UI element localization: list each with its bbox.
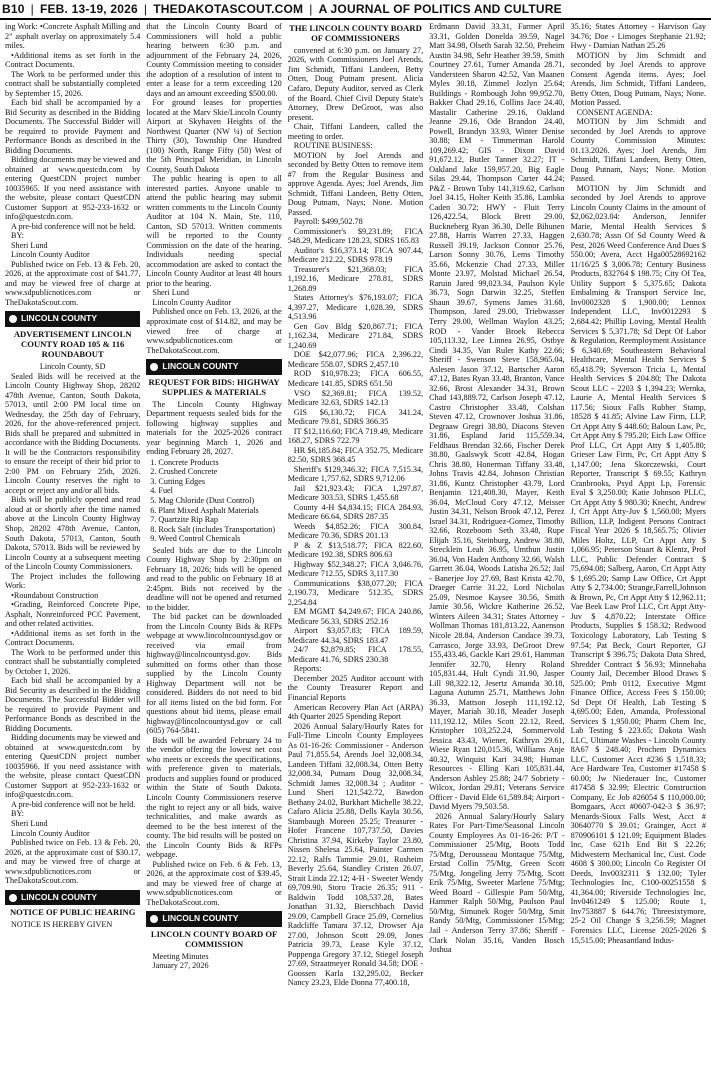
list-item: 8. Rock Salt (includes Transportation)	[158, 525, 281, 535]
notice-text: Auditor's $16,373.14; FICA 907.44, Medicare 212.22, SDRS 978.19	[287, 245, 424, 265]
banner-label: LINCOLN COUNTY	[162, 913, 239, 924]
notice-text: Sheriff's $129,346.32; FICA 7,515.34, Medicare 1,757.62, SDRS 9,712.06	[287, 464, 424, 484]
notice-text: Jail $21,923.43; FICA 1,297.87, Medicare 303.53, SDRS 1,455.68	[287, 483, 424, 503]
notice-text: Bidding documents may be viewed and obtained at www.questcdn.com by entering QuestCDN project number 10035966. If you need assistance with the website, please contact QuestCDN Customer Support at 952-233-1632 or info@questcdn.com.	[5, 733, 141, 800]
site-name: THEDAKOTASCOUT.COM	[153, 2, 304, 16]
notice-text: The Work to be performed under this contract shall be substantially completed by September 15, 2026.	[5, 69, 141, 98]
notice-text: Meeting Minutes	[152, 951, 209, 961]
notice-text: 2026 Annual Salary/Hourly Rates for Full-Time Lincoln County Employees As 01-16-26: Commissioner - Anderson Paul 71,855.54, Arends Joel 32,008.34, Landeen Tiffani 32,008.34, Otten Betty 32,008.34, Putnam Doug 32,008.34, Schmidt James 32,008.34 ; Auditor - Lund Sheri 121,542.72, Bawdon Bethany 24.02, Burkhart Michelle 38.22, Cafaro Alicia 25.88, Dells Kayla 30.56, Stambaugh Moreen 25.25; Treasurer - Hofer Francene 107,737.50, Davies Christina 37.94, Kirkeby Taylor 23.80, Nissen Shelesa 25.64, Painter Carmen 22.12, Ralfs Tammie 29.01, Rosheim Beverly 25.64, Standley Cristen 26.07, Strait Linda 22.12; 4-H - Sweeter Wendy 69,709.90, Storo Tracie 26.35; 911 - Baldwin Todd 108,537.28, Bates Jonathan 31.32, Bierschbach David 29.09, Campbell Grace 25.09, Cornelius Radcliffe Tamara 37.12, Drowser Aja 27.00, Johnson Scott 29.09, Jones Patricia 39.73, Lease Kyle 37.12, Poppenga Gregory 37.12, Stiegel Joseph 27.69, Straatmeyer Ronald 34.58; DOE - Goossen Karla 132,295.02, Becker Nancy 23.23, Elde Donna 77,400.18,	[287, 721, 424, 988]
notice-text: Bids will be awarded February 24 to the vendor offering the lowest net cost who meets or exceeds the specifications, with preference given to materials, products and supplies found or produced within the State of South Dakota. Lincoln County Commissioners reserve the right to reject any or all bids, waive technicalities, and make awards as deemed to be the best interest of the county. The bid results will be posted on the Lincoln County Bids & RFPs webpage.	[146, 735, 282, 860]
notice-text: For ground leases for properties located at the Marv Skie/Lincoln County Airport at Skyhaven Heights of the Northwest Quarter (NW ¼) of Section Thirty (30), Township One Hundred (100) North, Range Fifty (50) West of the 5th Principal Meridian, in Lincoln County, South Dakota	[146, 98, 282, 174]
notice-text: Lincoln County, SD	[39, 362, 106, 372]
notice-text: Highway $52,348.27; FICA 3,046.76, Medicare 712.55, SDRS 3,117.30	[287, 559, 424, 579]
notice-text: DOE $42,077.96; FICA 2,396.22, Medicare 558.07, SDRS 2,457.10	[287, 350, 424, 369]
page-number: B10	[2, 2, 25, 16]
notice-text: Published twice on Feb. 13 & Feb. 20, 2026, at the approximate cost of $41.77, and may be viewed free of charge at www.sdpublicnotices.com or TheDakotaScout.com.	[5, 259, 141, 307]
notice-text: NOTICE IS HEREBY GIVEN	[11, 920, 113, 930]
county-seal-icon	[9, 315, 17, 323]
notice-text: The Project includes the following Work:	[5, 571, 141, 591]
list-item: 1. Concrete Products	[158, 458, 281, 468]
column-2	[143, 22, 284, 1078]
notice-text: Gen Gov Bldg $20,867.71; FICA 1,162.34, Medicare 271.84, SDRS 1,240.69	[287, 321, 424, 350]
banner-label: LINCOLN COUNTY	[21, 891, 98, 902]
section-banner	[146, 911, 281, 927]
notice-text: The Work to be performed under this contract shall be substantially completed by October 1, 2026.	[5, 647, 141, 676]
list-item: 9. Weed Control Chemicals	[158, 534, 281, 544]
notice-text: •Additional items as set forth in the Contract Documents.	[5, 628, 141, 648]
masthead-separator: |	[143, 2, 148, 16]
notice-text: Sheri Lund	[11, 240, 48, 250]
notice-text: Reports:	[293, 664, 322, 674]
notice-text: •Roundabout Construction	[11, 590, 99, 600]
notice-text: VSO $2,369.81; FICA 139.52, Medicare 32.63, SDRS 142.13	[287, 388, 424, 408]
list-item: 4. Fuel	[158, 486, 281, 496]
masthead	[0, 0, 711, 20]
notice-heading: THE LINCOLN COUNTY BOARD OF COMMISSIONERS	[289, 23, 422, 43]
banner-label: LINCOLN COUNTY	[21, 313, 98, 324]
notice-text: Bidding documents may be viewed and obtained at www.questcdn.com by entering QuestCDN project number 10035965. If you need assistance with the website, please contact QuestCDN Customer Support at 952-233-1632 or info@questcdn.com.	[5, 155, 141, 222]
notice-heading: ADVERTISEMENT LINCOLN COUNTY ROAD 105 & 116 ROUNDABOUT	[13, 329, 132, 360]
notice-text: Airport $3,057.83; FICA 189.59, Medicare 44.34, SDRS 183.47	[287, 626, 424, 645]
column-1	[2, 22, 143, 1078]
notice-text: County 4-H $4,834.15; FICA 284.93, Medicare 66.64, SDRS 287.35	[287, 502, 424, 522]
notice-text: January 27, 2026	[152, 961, 209, 971]
notice-text: Weeds $4,852.26; FICA 300.84, Medicare 70.36, SDRS 201.13	[287, 521, 424, 541]
section-banner	[5, 890, 140, 906]
notice-text: 2026 Annual Salary/Hourly Salary Rates For Part-Time/Seasonal Lincoln County Employees As 01-16-26: P/T - Commissioner 25/Mtg, Boots Todd 75/Mtg, Derousseau Montaque 75/Mtg, Erstad Collin 75/Mtg, Green Scott 75/Mtg, Jongeling Jerry 75/Mtg, Scott Erik 75/Mtg, Sweeter Marlene 75/Mtg; Weed Board - Gillespie Pam 50/Mtg, Hammer Ralph 50/Mtg, Paulson Paul 50/Mtg, Simunek Roger 50/Mtg, Smit Randy 50/Mtg, Commissioner 15/Mtg; Jail - Anderson Terry 37.86; Sheriff - Clark Nolan 35.16, Vanden Bosch Joshua	[429, 811, 565, 955]
section-banner	[146, 359, 281, 375]
banner-label: LINCOLN COUNTY	[162, 361, 239, 372]
notice-text: ing Work: •Concrete Asphalt Milling and 2" asphalt overlay on approximately 5.4 miles.	[5, 22, 141, 51]
notice-text: GIS $6,130.72; FICA 341.24, Medicare 79.81, SDRS 366.35	[287, 407, 424, 427]
notice-text: ROUTINE BUSINESS:	[293, 141, 373, 151]
notice-text: CONSENT AGENDA:	[576, 107, 653, 117]
notice-text: HR $6,185.84; FICA 352.75, Medicare 82.50, SDRS 368.45	[287, 445, 424, 465]
notice-text: MOTION by Jim Schmidt and seconded by Joel Arends to approve Consent Agenda items. Ayes; Joel Arends, Jim Schmidt, Tiffani Landeen, Betty Otten, Doug Putnam, Nays; None. Motion Passed.	[570, 50, 706, 108]
notice-text: IT $12,116.60; FICA 719.49, Medicare 168.27, SDRS 722.79	[287, 426, 424, 446]
notice-text: Published twice on Feb. 6 & Feb. 13, 2026, at the approximate cost of $39.45, and may be viewed free of charge at www.sdpublicnotices.com or TheDakotaScout.com.	[146, 859, 282, 907]
list-item: 3. Cutting Edges	[158, 477, 281, 487]
column-4	[426, 22, 567, 1078]
notice-text: 24/7 $2,879.85; FICA 178.55, Medicare 41.76, SDRS 230.38	[287, 645, 424, 664]
notice-text: BY:	[11, 809, 24, 819]
notice-text: MOTION by Jim Schmidt and seconded by Joel Arends to approve County Commission Minutes: 01.13.2026. Ayes; Joel Arends, Jim Schmidt, Tiffani Landeen, Betty Otten, Doug Putnam, Nays; None. Motion Passed.	[570, 117, 706, 184]
notice-text: •Additional items as set forth in the Contract Documents.	[5, 50, 141, 70]
notice-text: Chair, Tiffani Landeen, called the meeting to order.	[287, 122, 424, 141]
list-item: 2. Crushed Concrete	[158, 467, 281, 477]
tagline: A JOURNAL OF POLITICS AND CULTURE	[318, 2, 562, 16]
notice-text: Sealed Bids will be received at the Lincoln County Highway Shop, 28202 478th Avenue, Canton, South Dakota, 57013, until 2:00 PM local time on Wednesday, the 25th day of February, 2026, for the above-referenced project. Bids shall be prepared and submitted in accordance with the Bidding Documents. It will be the Contractors responsibility to ensure the receipt of their bid prior to 2:00 PM on February 25th, 2026. Lincoln County reserves the right to accept or reject any and/or all bids.	[5, 371, 141, 495]
county-seal-icon	[150, 363, 158, 371]
notice-text: American Recovery Plan Act (ARPA) 4th Quarter 2025 Spending Report	[287, 702, 424, 722]
notice-text: Sheri Lund	[152, 288, 190, 298]
notice-text: Erdmann David 33.31, Farmer April 33.31, Golden Donelda 39.59, Nagel Matt 34.98, Olseth Sarah 32.50, Preheim Austin 34.98, Sehr Heather 39.59, Smith Courtney 27.61, Turner Amanda 28.71, Vandersteen Sharon 42.52, Van Maanen Myles 30.18, Zimmel Jozlyn 25.64; Buildings - Rombough John 99,952.70, Bakker Chad 29.16, Collins Jace 24.40, Mastalir Catherine 29.16, Oakland Jeanne 29.16, Ode Brandon 24.40, Powell, Brandyn 33.93, Winter Denise 30.88; EM - Timmerman Harold 109,269.42; GIS - Dixon David 91,672.12, Butler Tanner 32.27; IT - Oakland Jake 159,957.20, Big Eagle Silas 29.44, Thompson Carter 44.24; P&Z - Brown Toby 141,319.62, Carlson Joel 34.15, Holter Keith 35.86, Lambka Caden 30.72; HWY - Fluit Terry 126,422.54, Block Brett 29.00, Buckneberg Ryan 36.30, Delle Bihunen 27.88, Harris Warren 27.33, Haggen Russell 39.19, Jackson Connor 25.76, Larson Sonny 30.76, Lems Timothy 35.66, Mckenzie Chad 27.33, Miller Monte 23.97, Molstad Michael 26.54, Raruin Jared 99,023.34, Paulson Kyle 36.73, Sogn Darwin 32.25, Steffen Shaun 39.67, Symens James 31.68, Thompson, Jared 29.00, Triebwasser Terry 29.00, Wellman Waylon 43.25; ROD - Vander Broek Rebecca 105,113.32, Lee Linnea 26.95, Ostbye Cindi 34.35, Van Ruler Kathy 22.66; Sheriff - Swenson Steve 158,965.04, Aslesen Jason 37.12, Bartscher Aaron 47.12, Bates Ryan 33.48, Branton, Vance 32.66, Brost Alexander 34.31, Brown Chad 143,889.72, Carlson Joseph 47.12, Castro Christopher 33.48, Colshan Steven 47.12, Crownover Joshua 31.86, Degraaw Gregri 38.80, Diacons Steven 31.86, Espland Jarid 115,559.34, Feldhaus Brendan 32.66, Fischer Derek 38.80, Gaalswyk Scott 42.84, Hogan Chris 38.80, Honerman Tiffany 33.48, Johns Travis 42.84, Johnson Christian 31.86, Kuntz Christopher 43.79, Lord Benjamin 121,408.30, Mayer, Keith 36.04, McCloud Cory 47.12, Meisser Justin 34.31, Nelson Brook 47.12, Perez Israel 34.31, Rodriguez-Gomez, Timothy 32.66, Rozeboom Seth 33.48, Rupe Elijah 35.16, Steinburg, Andrew 38.80, Strecklein Leah 36.95, Umthun Justin 36.04, Von Haden Anthony 32.66, Walsh Garrett 36.04, Woods Latisha 26.52; Jail - Banerjee Joy 27.69, Bast Krista 42.70, Draeger Carrie 31.22, Lord Nicholas 25.09, Nesmoe Kaysee 30.56, Smith Jamie 30.56, Wickre Katherine 26.52, Winters Aileen 34.31; States Attorney - Wollman Thomas 181,813.22, Aanenson Nicole 28.84, Anderson Candace 39.73, Carrasco, Jorge 33.93, DeGroot Drew 155,433.46, Gackle Kari 29.61, Hamman Jennifer 32.70, Henry Roland 105,831.44, Hult Cyndi 31.90, Jasper Lill 98,322.12, Jesertz Amanda 30.18, Laguna Autumn 25.71, Matthews John 36.33, Mattson Joseph 111,192.12, Mayer, Mariah 30.18, Meader Joseph 111,192.12, Miles Scott 22.12, Reed, Kristopher 103,252.24, Sommervold Jessica 43.43, Wiener, Kathryn 29.61, Wiese Ryan 120,015.36, Williams Anje 40.32, Winquist Kari 34.98; Human Resources - Elling Kari 105,831.44, Anderson Ashley 25.88; 24/7 Sobriety - Wilcox, Jordan 29.81; Veterans Service Officer - David Elde 61,589.84; Airport - David Myers 79,503.58.	[429, 22, 565, 812]
notice-text: BY:	[11, 231, 24, 241]
notice-text: Each bid shall be accompanied by a Bid Security as described in the Bidding Documents. The Successful Bidder will be required to provide Payment and Performance Bonds as described in the Bidding Documents.	[5, 98, 141, 155]
notice-text: •Grading, Reinforced Concrete Pipe, Asphalt, Nonreinforced PCC Pavement, and other related activities.	[5, 600, 141, 629]
notice-text: Lincoln County Auditor	[11, 828, 90, 838]
notice-heading: LINCOLN COUNTY BOARD OF COMMISSION	[150, 929, 278, 949]
notice-columns	[2, 22, 709, 1078]
notice-text: The Lincoln County Highway Department requests sealed bids for the following highway supplies and materials for the 2025-2026 contract year beginning March 1, 2026 and ending February 28, 2027.	[146, 399, 282, 457]
notice-text: Payroll: $499,502.78	[293, 217, 363, 227]
notice-text: The bid packet can be downloaded from the Lincoln County Bids & RFPs webpage at www.lincolncountysd.gov or received via email from highway@lincolncountysd.gov. Bids submitted on forms other than those supplied by the Lincoln County Highway Department will not be considered. Bidders do not need to bid for all items listed on the bid form. For questions about bid items, please email highway@lincolncountysd.gov or call (605) 764-5841.	[146, 612, 282, 736]
issue-date: FEB. 13-19, 2026	[39, 2, 138, 16]
notice-text: States Attorney's $76,193.07; FICA 4,397.27, Medicare 1,028.39, SDRS 4,513.96	[287, 293, 424, 322]
notice-text: Treasurer's $21,368.03; FICA 1,192.16, Medicare 278.81, SDRS 1,268.89	[287, 264, 424, 293]
notice-text: Communications $38,077.20; FICA 2,190.73, Medicare 512.35, SDRS 2,254.84	[287, 578, 424, 607]
notice-text: Lincoln County Auditor	[11, 250, 90, 260]
notice-text: Commissioner's $9,231.89; FICA 548.29, Medicare 128.23, SDRS 165.83	[287, 226, 424, 246]
notice-text: P & Z $13,518.77; FICA 822.60, Medicare 192.38, SDRS 806.63	[287, 540, 424, 560]
column-5	[568, 22, 709, 1078]
notice-heading: REQUEST FOR BIDS: HIGHWAY SUPPLIES & MATERIALS	[148, 376, 280, 397]
notice-text: Sheri Lund	[11, 818, 48, 828]
list-item: 7. Quartzite Rip Rap	[158, 515, 281, 525]
notice-heading: NOTICE OF PUBLIC HEARING	[9, 907, 136, 918]
notice-text: EM MGMT $4,249.67; FICA 240.86, Medicare 56.33, SDRS 252.16	[287, 607, 424, 626]
notice-text: that the Lincoln County Board of Commissioners will hold a public hearing between 6:30 p.m. and adjournment of the February 24, 2026, County Commission meeting to consider the adoption of a resolution of intent to enter a lease for a term exceeding 120 days and an amount exceeding $500.00.	[146, 22, 282, 98]
notice-text: December 2025 Auditor account with the County Treasurer Report and Financial Reports	[287, 673, 424, 702]
notice-text: ROD $10,978.23; FICA 606.55, Medicare 141.85, SDRS 651.50	[287, 369, 424, 388]
column-3	[285, 22, 426, 1078]
notice-text: MOTION by Joel Arends and seconded by Betty Otten to remove item #7 from the Regular Business and approve Agenda. Ayes; Joel Arends, Jim Schmidt, Tiffani Landeen, Betty Otten, Doug Putnam, Nays; None. Motion Passed.	[287, 150, 424, 217]
notice-text: The public hearing is open to all interested parties. Anyone unable to attend the public hearing may submit written comments to the Lincoln County Auditor at 104 N. Main, Ste. 110, Canton, SD 57013. Written comments will be reported to the County Commission on the date of the hearing. Individuals needing special accommodation are asked to contact the Lincoln County Auditor at least 48 hours prior to the hearing.	[146, 174, 282, 288]
masthead-separator: |	[309, 2, 313, 16]
notice-text: convened at 6:30 p.m. on January 27, 2026, with Commissioners Joel Arends, Jim Schmidt, Tiffani Landeen, Betty Otten, Doug Putnam present. Alicia Cafaro, Deputy Auditor, served as Clerk of the Board. Chief Civil Deputy State's Attorney, Drew DeGroot, was also present.	[287, 45, 424, 122]
list-item: 6. Plant Mixed Asphalt Materials	[158, 506, 281, 516]
masthead-separator: |	[30, 2, 34, 16]
notice-text: Published once on Feb. 13, 2026, at the approximate cost of $14.82, and may be viewed free of charge at www.sdpublicnotices.com or TheDakotaScout.com.	[146, 307, 282, 355]
notice-text: A pre-bid conference will not be held.	[11, 221, 136, 231]
materials-list	[146, 458, 281, 544]
notice-text: Bids will be publicly opened and read aloud at or shortly after the time named above at the Lincoln County Highway Shop, 28202 478th Avenue, Canton, South Dakota, 57013, Canton, South Dakota, 57013. Bids will be reviewed by Lincoln County at a subsequent meeting of the Lincoln County Commissioners.	[5, 495, 141, 572]
county-seal-icon	[150, 915, 158, 923]
notice-text: 35.16; States Attorney - Harvison Gay 34.76; Doe - Limoges Stephanie 21.92; Hwy - Damian Nathan 25.26	[570, 22, 706, 51]
list-item: 5. Mag Chloride (Dust Control)	[158, 496, 281, 506]
notice-text: Each bid shall be accompanied by a Bid Security as described in the Bidding Documents. The Successful Bidder will be required to provide Payment and Performance Bonds as described in the Bidding Documents.	[5, 676, 141, 733]
county-seal-icon	[9, 894, 17, 902]
section-banner	[5, 311, 140, 327]
notice-text: A pre-bid conference will not be held.	[11, 799, 136, 809]
notice-text: Sealed bids are due to the Lincoln County Highway Shop by 2:30pm on February 18, 2026; bids will be opened and read to the public on February 18 at 2:45pm. Bids not received by the deadline will not be opened and returned to the bidder.	[146, 545, 282, 612]
notice-text: MOTION by Jim Schmidt and seconded by Joel Arends to approve Lincoln County Claims in the amount of $2,062,023.04: Anderson, Jennifer Marie, Mental Health Services $ 2,630.78; Assn Of Sd County Weed & Pest, 2026 Weed Conference And Dues $ 550.00; Avera, Acct Hga00528692162 11/16/25 $ 3,006.78; Century Business Products, 832764 $ 198.75; City Of Tea, Utility Support $ 5,375.65; Dakota Embalming & Transport Service Inc, Inv0002328 $ 1,900.00; Lennox Independent LLC, Inv0012293 $ 2,684.42; Phillip Loving, Mental Health Services $ 5,371.78; Sd Dept Of Labor & Regulation, Reemployment Assistance $ 6,340.69; Southeastern Behavioral Healthcare, Mental Health Services $ 65,418.79; Syverson Tricia L, Mental Health Services $ 204.80; The Dakota Scout LLC - 2203 $ 1,394.23; Wernka, Laurie A, Mental Health Services $ 117.56; Sioux Falls Rubber Stamp, 18528 $ 41.85; Alvine Law Firm, LLP, Crt Appt Atty $ 448.60; Baloun Law, Pc, Crt Appt Atty $ 795.20; Eich Law Office Prof LLC, Crt Appt Atty $ 1,405.80; Grieser Law Firm, Pc, Crt Appt Atty $ 1,147.00; Jena Skorczewski, Court Reporter, Transcript $ 69.55; Kathryn Cranbrooks, Psyd Appt Lp, Forensic Eval $ 3,250.00; Katie Johnson PLLC, Crt Appt Atty $ 980.30; Knecht, Andrew J, Crt Appt Atty-Juv $ 1,560.00; Myers Billion, LLP, Indigent Persons Contract Fiscal Year 2026 $ 18,565.75; Olivier Miles Holtz, LLP, Crt Appt Atty $ 1,066.95; Peterson Stuart & Klentz, Prof LLC, Public Defender Contract $ 75,694.08; Salberg, Aaron, Crt Appt Atty $ 1,695.20; Samp Law Office, Crt Appt Atty $ 2,734.00; Strange,Farrell,Johnson & Brown, Pc, Crt Appt Atty $ 12,962.11; Vae Beek Law Prof LLC, Crt Appt Atty-Juv $ 4,870.22; Interstate Office Products, Supplies $ 158.32; Redwood Toxicology Laboratory, Lab Testing $ 97.54; Pat Beck, Court Reporter, GJ Transcript $ 396.75; Dakota Data Shred, Shredder Contract $ 56.93; Minnehaha County Jail, December Blood Draws $ 525.00; Pmb 0112, Executive Mgmt Finance Office, Access Fees $ 150.00; Sd Dept Of Health, Lab Testing $ 4,695.00; Eden, Amanda, Professional Services $ 1,950.00; Pharm Chem Inc, Lab Testing $ 223.65; Dakota Wash LLC, Ultimate Washes - Lincoln County 8A67 $ 248.40; Prochem Dynamics LLC, Customer Acct #236 $ 1,518.33; Ace Hardware Tea, Customer #17458 $ 60.00; Jw Niederauer Inc, Customer #17458 $ 32.99; Electric Construction Company, Ec Job #26054 $ 110,000.00; Bomgaars, Acct #0607-042-3 $ 36.97; Menards-Sioux Falls West, Acct # 30640770 $ 39.01; Grainger, Acct # 870906101 $ 121.09; Equipment Blades Inc, Case 621b End Bit $ 22.26; Midwestern Mechanical Inc, Cust. Code 4608 $ 300.00; Lincoln Co Register Of Deeds, Inv0032311 $ 132.00; Tyler Technologies Inc, C100-00251558 $ 41,364.00; Riverside Technologies Inc, Inv0461249 $ 125.00; Route 1, Inv753887 $ 644.76; Threesixtymore, 25-2 Oil Change $ 3,256.59; Magnet Forensics LLC, License 2025-2026 $ 15,515.00; Pheasantland Indus-	[570, 183, 706, 945]
notice-text: Lincoln County Auditor	[152, 297, 232, 307]
notice-text: Published twice on Feb. 13 & Feb. 20, 2026, at the approximate cost of $30.17, and may be viewed free of charge at www.sdpublicnotices.com or TheDakotaScout.com.	[5, 838, 141, 886]
